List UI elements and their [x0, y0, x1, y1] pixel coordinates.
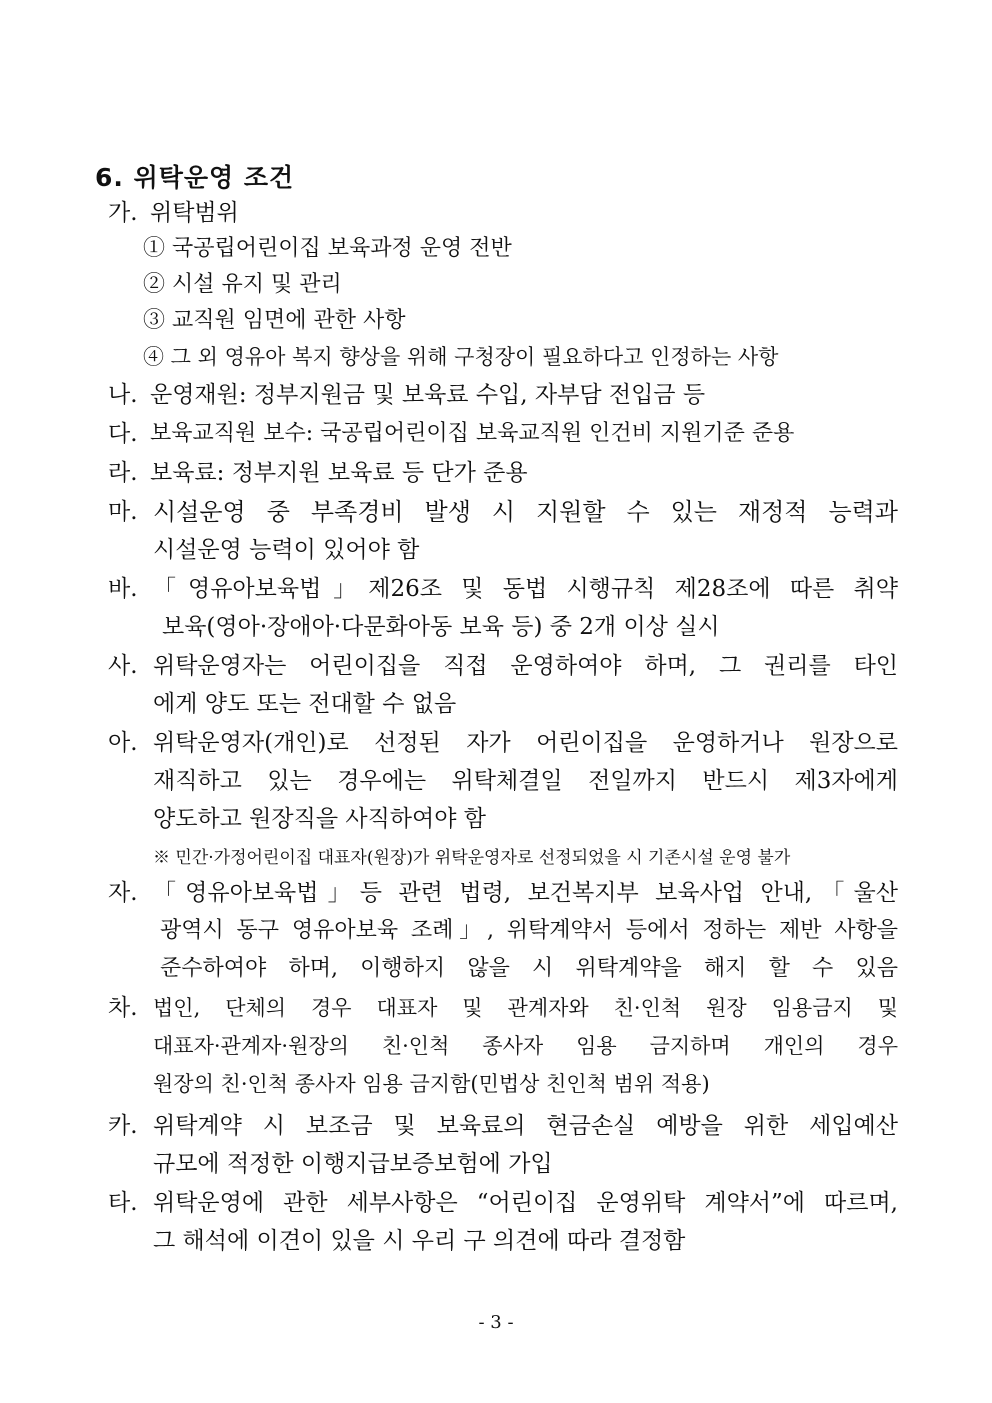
item-ga-marker: 가. [108, 200, 138, 226]
item-aa-note: ※ 민간·가정어린이집 대표자(원장)가 위탁운영자로 선정되었을 시 기존시설 운영 불가 [153, 848, 791, 868]
item-ka-line-1: 위탁계약 시 보조금 및 보육료의 현금손실 예방을 위한 세입예산 [153, 1113, 898, 1139]
item-aa-line-2: 재직하고 있는 경우에는 위탁체결일 전일까지 반드시 제3자에게 [153, 768, 898, 794]
item-ba-line-2: 보육(영아·장애아·다문화아동 보육 등) 중 2개 이상 실시 [162, 614, 720, 640]
item-ta-marker: 타. [108, 1190, 138, 1216]
item-cha-line-2: 대표자·관계자·원장의 친·인척 종사자 임용 금지하며 개인의 경우 [153, 1034, 898, 1058]
item-ja-marker: 자. [108, 880, 138, 906]
item-ka-line-2: 규모에 적정한 이행지급보증보험에 가입 [153, 1151, 553, 1177]
item-ja-line-2: 광역시 동구 영유아보육 조례」, 위탁계약서 등에서 정하는 제반 사항을 [160, 918, 898, 943]
ga-sub-item-1: ① 국공립어린이집 보육과정 운영 전반 [143, 236, 512, 261]
ga-sub-item-2: ② 시설 유지 및 관리 [143, 272, 342, 297]
item-sa-line-2: 에게 양도 또는 전대할 수 없음 [153, 691, 457, 717]
item-ka-marker: 카. [108, 1113, 138, 1139]
item-ja-line-1: 「영유아보육법」등 관련 법령, 보건복지부 보육사업 안내,「울산 [153, 880, 898, 906]
item-ba-line-1: 「영유아보육법」제26조 및 동법 시행규칙 제28조에 따른 취약 [153, 576, 898, 602]
item-cha-line-1: 법인, 단체의 경우 대표자 및 관계자와 친·인척 원장 임용금지 및 [153, 996, 898, 1020]
item-aa-line-3: 양도하고 원장직을 사직하여야 함 [153, 806, 486, 832]
item-ra-text: 보육료: 정부지원 보육료 등 단가 준용 [150, 460, 528, 486]
section-title: 6. 위탁운영 조건 [95, 163, 295, 192]
item-na-text: 운영재원: 정부지원금 및 보육료 수입, 자부담 전입금 등 [150, 382, 706, 408]
item-ta-line-1: 위탁운영에 관한 세부사항은 “어린이집 운영위탁 계약서”에 따르며, [153, 1190, 898, 1216]
item-ma-line-1: 시설운영 중 부족경비 발생 시 지원할 수 있는 재정적 능력과 [153, 498, 898, 526]
item-ma-marker: 마. [108, 499, 138, 525]
item-da-marker: 다. [108, 421, 138, 447]
item-aa-line-1: 위탁운영자(개인)로 선정된 자가 어린이집을 운영하거나 원장으로 [153, 730, 898, 756]
item-aa-marker: 아. [108, 730, 138, 756]
item-cha-marker: 차. [108, 995, 138, 1021]
item-ja-line-3: 준수하여야 하며, 이행하지 않을 시 위탁계약을 해지 할 수 있음 [160, 956, 898, 981]
item-sa-line-1: 위탁운영자는 어린이집을 직접 운영하여야 하며, 그 권리를 타인 [153, 653, 899, 679]
item-na-marker: 나. [108, 382, 138, 408]
item-ma-line-2: 시설운영 능력이 있어야 함 [153, 537, 420, 563]
ga-sub-item-3: ③ 교직원 임면에 관한 사항 [143, 308, 406, 333]
item-ta-line-2: 그 해석에 이견이 있을 시 우리 구 의견에 따라 결정함 [153, 1228, 686, 1254]
item-ba-marker: 바. [108, 576, 138, 602]
item-ga-text: 위탁범위 [150, 200, 239, 226]
item-cha-line-3: 원장의 친·인척 종사자 임용 금지함(민법상 친인척 범위 적용) [153, 1072, 710, 1096]
page-number: - 3 - [478, 1312, 514, 1333]
ga-sub-item-4: ④ 그 외 영유아 복지 향상을 위해 구청장이 필요하다고 인정하는 사항 [143, 345, 779, 369]
item-sa-marker: 사. [108, 653, 138, 679]
item-ra-marker: 라. [108, 460, 138, 486]
item-da-text: 보육교직원 보수: 국공립어린이집 보육교직원 인건비 지원기준 준용 [150, 421, 795, 446]
